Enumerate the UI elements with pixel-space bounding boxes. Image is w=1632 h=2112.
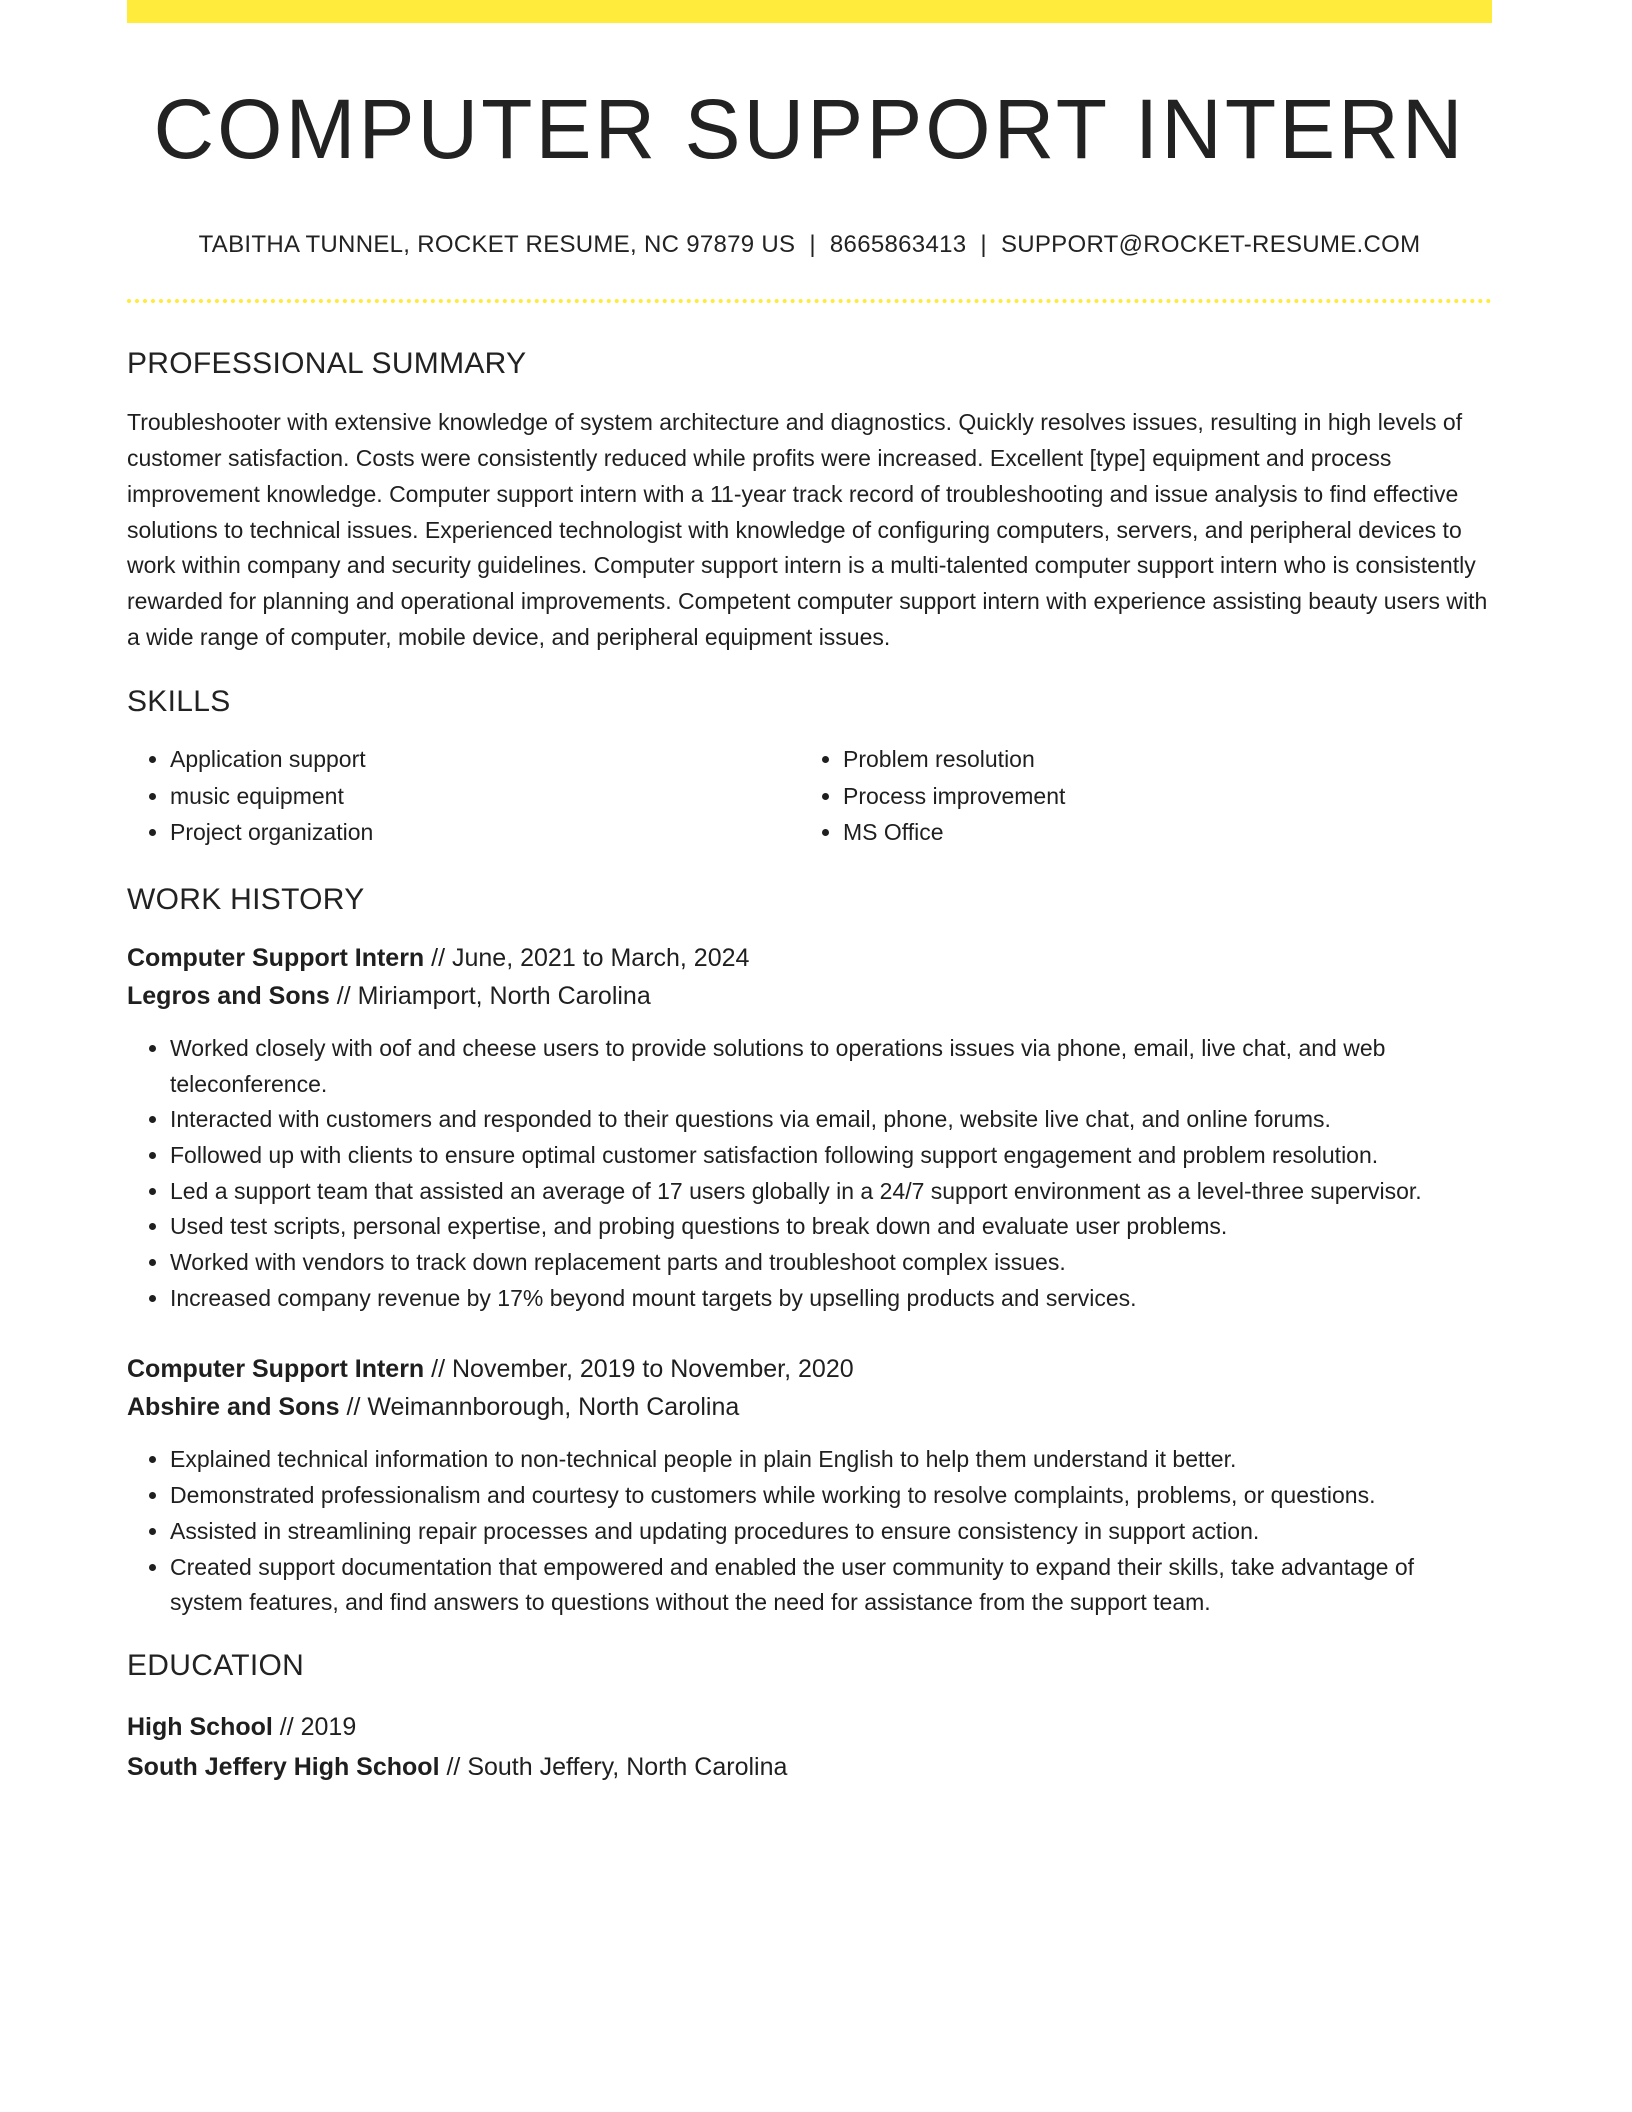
summary-heading: PROFESSIONAL SUMMARY (127, 347, 527, 381)
education-entry (127, 1707, 1492, 1787)
job-title: Computer Support Intern (127, 1355, 425, 1384)
job-company: Abshire and Sons (127, 1393, 340, 1422)
job-title: Computer Support Intern (127, 943, 425, 972)
job-bullet: • Explained technical information to non-technical people in plain English to help them understand it better. (170, 1442, 1492, 1478)
dotted-divider (127, 299, 1492, 303)
contact-line (127, 231, 1492, 259)
education-heading: EDUCATION (127, 1648, 305, 1682)
job-dates: // June, 2021 to March, 2024 (424, 943, 750, 972)
contact-address: TABITHA TUNNEL, ROCKET RESUME, NC 97879 US (198, 231, 796, 259)
contact-email: SUPPORT@ROCKET-RESUME.COM (1000, 231, 1421, 259)
education-location: // South Jeffery, North Carolina (439, 1752, 788, 1781)
resume-page (127, 0, 1492, 1787)
job-bullet: • Increased company revenue by 17% beyond mount targets by upselling products and services. (170, 1281, 1492, 1317)
education-school: South Jeffery High School (127, 1752, 440, 1781)
resume-title: COMPUTER SUPPORT INTERN (153, 82, 1466, 176)
work-history-heading: WORK HISTORY (127, 882, 365, 916)
summary-text: Troubleshooter with extensive knowledge of system architecture and diagnostics. Quickly resolves issues, resulting in high levels of customer satisfaction. Costs were consistently reduced while profits were increased. Excellent [type] equipment and process improvement knowledge. Computer support intern with a 11-year track record of troubleshooting and issue analysis to find effective solutions to technical issues. Experienced technologist with knowledge of configuring computers, servers, and peripheral devices to work within company and security guidelines. Computer support intern is a multi-talented computer support intern who is consistently rewarded for planning and operational improvements. Competent computer support intern with experience assisting beauty users with a wide range of computer, mobile device, and peripheral equipment issues. (127, 409, 1488, 650)
job-location: // Weimannborough, North Carolina (339, 1393, 740, 1422)
job-bullet: • Used test scripts, personal expertise, and probing questions to break down and evaluate user problems. (170, 1209, 1492, 1245)
job-location: // Miriamport, North Carolina (329, 981, 651, 1010)
job-entry (127, 939, 1492, 1317)
job-company-line (127, 977, 1492, 1015)
job-bullet: • Led a support team that assisted an average of 17 users globally in a 24/7 support environment as a level-three supervisor. (170, 1174, 1492, 1210)
job-bullets (127, 1442, 1492, 1621)
skills-column-right (800, 741, 1473, 851)
job-bullet: • Created support documentation that empowered and enabled the user community to expand their skills, take advantage of system features, and find answers to questions without the need for assistance from the support team. (170, 1550, 1492, 1621)
education-year: // 2019 (272, 1712, 357, 1741)
skills-column-left (127, 741, 800, 851)
job-entry (127, 1350, 1492, 1621)
skill-item: • Application support (170, 741, 800, 778)
job-bullet: • Demonstrated professionalism and courtesy to customers while working to resolve complaints, problems, or questions. (170, 1478, 1492, 1514)
skill-item: • MS Office (843, 814, 1473, 851)
skill-item: • music equipment (170, 778, 800, 815)
job-bullets (127, 1031, 1492, 1317)
education-school-line (127, 1747, 1492, 1787)
job-bullet: • Worked with vendors to track down replacement parts and troubleshoot complex issues. (170, 1245, 1492, 1281)
job-bullet: • Interacted with customers and responded to their questions via email, phone, website live chat, and online forums. (170, 1102, 1492, 1138)
skill-item: • Problem resolution (843, 741, 1473, 778)
skills-list (127, 741, 1492, 851)
education-degree: High School (127, 1712, 273, 1741)
skill-item: • Process improvement (843, 778, 1473, 815)
job-bullet: • Assisted in streamlining repair processes and updating procedures to ensure consistency in support action. (170, 1514, 1492, 1550)
job-dates: // November, 2019 to November, 2020 (424, 1355, 854, 1384)
job-title-line (127, 939, 1492, 977)
top-accent-bar (127, 0, 1492, 23)
contact-phone: 8665863413 (829, 231, 967, 259)
job-company-line (127, 1388, 1492, 1426)
education-degree-line (127, 1707, 1492, 1747)
job-company: Legros and Sons (127, 981, 330, 1010)
job-bullet: • Followed up with clients to ensure optimal customer satisfaction following support engagement and problem resolution. (170, 1138, 1492, 1174)
skill-item: • Project organization (170, 814, 800, 851)
job-title-line (127, 1350, 1492, 1388)
job-bullet: • Worked closely with oof and cheese users to provide solutions to operations issues via phone, email, live chat, and web teleconference. (170, 1031, 1492, 1102)
contact-separator: | (809, 231, 816, 259)
skills-heading: SKILLS (127, 685, 231, 719)
contact-separator: | (980, 231, 987, 259)
